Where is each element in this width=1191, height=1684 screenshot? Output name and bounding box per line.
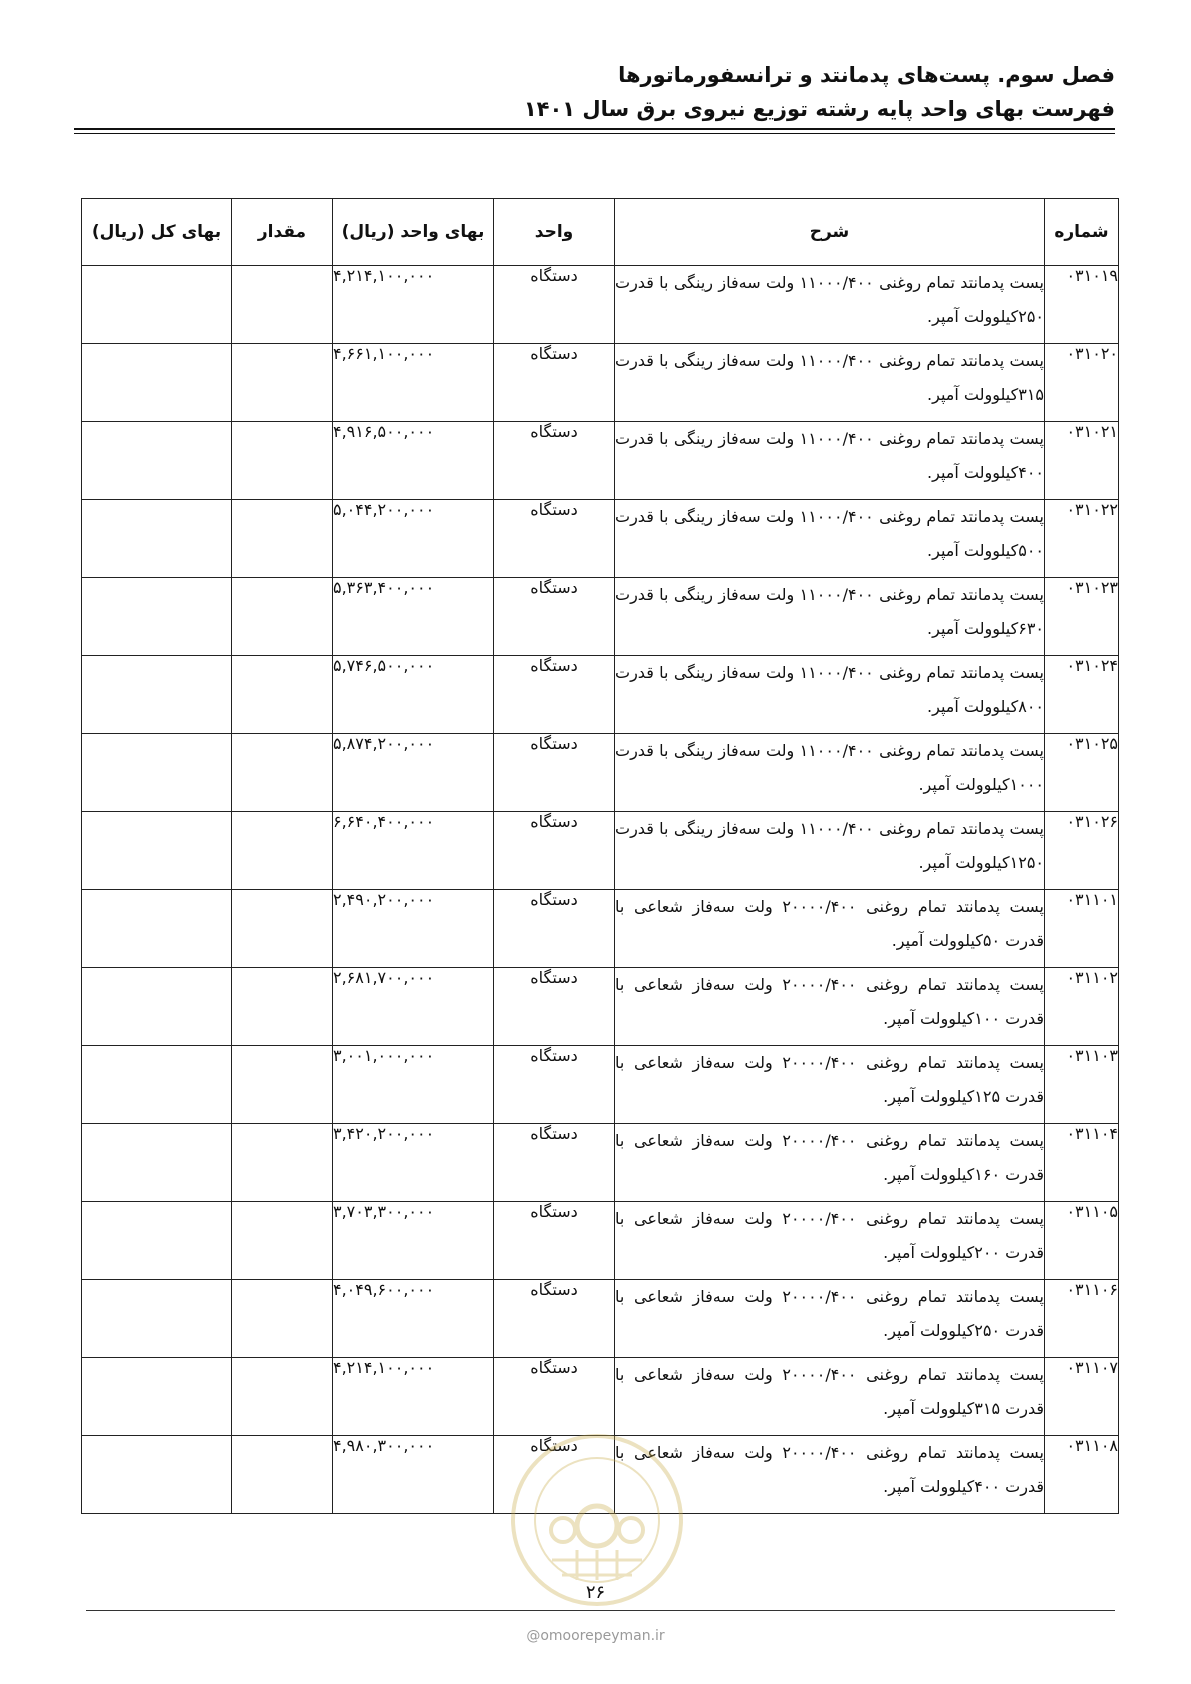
cell-unit-price: ۴,۲۱۴,۱۰۰,۰۰۰: [333, 266, 494, 344]
table-row: [82, 890, 1119, 968]
cell-total-price: [82, 1436, 232, 1514]
column-header-unit-price: بهای واحد (ریال): [333, 199, 494, 266]
cell-quantity: [232, 266, 333, 344]
header-rule-thin: [74, 133, 1115, 134]
cell-total-price: [82, 1124, 232, 1202]
cell-quantity: [232, 1436, 333, 1514]
cell-quantity: [232, 578, 333, 656]
cell-total-price: [82, 1358, 232, 1436]
cell-description: پست پدمانتد تمام روغنی ۱۱۰۰۰/۴۰۰ ولت سه‌فاز رینگی با قدرت ۱۲۵۰کیلوولت آمپر.: [615, 812, 1045, 890]
page-number: ۲۶: [585, 1582, 606, 1603]
cell-description: پست پدمانتد تمام روغنی ۲۰۰۰۰/۴۰۰ ولت سه‌فاز شعاعی با قدرت ۲۰۰کیلوولت آمپر.: [615, 1202, 1045, 1280]
cell-quantity: [232, 890, 333, 968]
cell-unit-price: ۲,۴۹۰,۲۰۰,۰۰۰: [333, 890, 494, 968]
table-row: [82, 968, 1119, 1046]
cell-unit: دستگاه: [494, 344, 615, 422]
column-header-unit: واحد: [494, 199, 615, 266]
cell-unit-price: ۵,۸۷۴,۲۰۰,۰۰۰: [333, 734, 494, 812]
cell-unit: دستگاه: [494, 890, 615, 968]
cell-total-price: [82, 734, 232, 812]
cell-description: پست پدمانتد تمام روغنی ۱۱۰۰۰/۴۰۰ ولت سه‌فاز رینگی با قدرت ۸۰۰کیلوولت آمپر.: [615, 656, 1045, 734]
cell-description: پست پدمانتد تمام روغنی ۱۱۰۰۰/۴۰۰ ولت سه‌فاز رینگی با قدرت ۲۵۰کیلوولت آمپر.: [615, 266, 1045, 344]
cell-quantity: [232, 812, 333, 890]
cell-code: ۰۳۱۰۲۱: [1045, 422, 1119, 500]
table-row: [82, 812, 1119, 890]
table-row: [82, 1358, 1119, 1436]
table-row: [82, 344, 1119, 422]
cell-quantity: [232, 968, 333, 1046]
cell-unit-price: ۵,۰۴۴,۲۰۰,۰۰۰: [333, 500, 494, 578]
cell-description: پست پدمانتد تمام روغنی ۲۰۰۰۰/۴۰۰ ولت سه‌فاز شعاعی با قدرت ۴۰۰کیلوولت آمپر.: [615, 1436, 1045, 1514]
cell-unit: دستگاه: [494, 656, 615, 734]
price-table: [81, 198, 1119, 1514]
cell-code: ۰۳۱۰۲۰: [1045, 344, 1119, 422]
cell-total-price: [82, 968, 232, 1046]
cell-unit-price: ۶,۶۴۰,۴۰۰,۰۰۰: [333, 812, 494, 890]
cell-total-price: [82, 890, 232, 968]
cell-unit: دستگاه: [494, 1046, 615, 1124]
cell-code: ۰۳۱۰۲۶: [1045, 812, 1119, 890]
cell-description: پست پدمانتد تمام روغنی ۲۰۰۰۰/۴۰۰ ولت سه‌فاز شعاعی با قدرت ۳۱۵کیلوولت آمپر.: [615, 1358, 1045, 1436]
cell-unit-price: ۳,۴۲۰,۲۰۰,۰۰۰: [333, 1124, 494, 1202]
column-header-description: شرح: [615, 199, 1045, 266]
table-row: [82, 500, 1119, 578]
cell-unit-price: ۳,۷۰۳,۳۰۰,۰۰۰: [333, 1202, 494, 1280]
cell-total-price: [82, 578, 232, 656]
column-header-quantity: مقدار: [232, 199, 333, 266]
cell-unit: دستگاه: [494, 1358, 615, 1436]
cell-code: ۰۳۱۱۰۶: [1045, 1280, 1119, 1358]
cell-unit: دستگاه: [494, 1280, 615, 1358]
cell-total-price: [82, 812, 232, 890]
cell-unit-price: ۵,۷۴۶,۵۰۰,۰۰۰: [333, 656, 494, 734]
cell-unit-price: ۳,۰۰۱,۰۰۰,۰۰۰: [333, 1046, 494, 1124]
cell-unit-price: ۴,۰۴۹,۶۰۰,۰۰۰: [333, 1280, 494, 1358]
cell-unit: دستگاه: [494, 500, 615, 578]
footer-rule: [86, 1610, 1115, 1611]
table-row: [82, 1280, 1119, 1358]
cell-unit: دستگاه: [494, 1124, 615, 1202]
cell-unit-price: ۴,۶۶۱,۱۰۰,۰۰۰: [333, 344, 494, 422]
table-row: [82, 734, 1119, 812]
cell-code: ۰۳۱۱۰۴: [1045, 1124, 1119, 1202]
cell-quantity: [232, 344, 333, 422]
cell-unit-price: ۴,۹۸۰,۳۰۰,۰۰۰: [333, 1436, 494, 1514]
table-row: [82, 1124, 1119, 1202]
table-row: [82, 656, 1119, 734]
page-header: [524, 58, 1115, 126]
watermark-text: @omoorepeyman.ir: [526, 1628, 665, 1644]
cell-unit: دستگاه: [494, 812, 615, 890]
cell-description: پست پدمانتد تمام روغنی ۱۱۰۰۰/۴۰۰ ولت سه‌فاز رینگی با قدرت ۶۳۰کیلوولت آمپر.: [615, 578, 1045, 656]
cell-code: ۰۳۱۱۰۳: [1045, 1046, 1119, 1124]
cell-total-price: [82, 656, 232, 734]
cell-quantity: [232, 1202, 333, 1280]
cell-code: ۰۳۱۰۱۹: [1045, 266, 1119, 344]
cell-quantity: [232, 734, 333, 812]
cell-description: پست پدمانتد تمام روغنی ۲۰۰۰۰/۴۰۰ ولت سه‌فاز شعاعی با قدرت ۱۶۰کیلوولت آمپر.: [615, 1124, 1045, 1202]
cell-description: پست پدمانتد تمام روغنی ۱۱۰۰۰/۴۰۰ ولت سه‌فاز رینگی با قدرت ۳۱۵کیلوولت آمپر.: [615, 344, 1045, 422]
cell-unit-price: ۴,۲۱۴,۱۰۰,۰۰۰: [333, 1358, 494, 1436]
cell-unit-price: ۵,۳۶۳,۴۰۰,۰۰۰: [333, 578, 494, 656]
cell-code: ۰۳۱۱۰۷: [1045, 1358, 1119, 1436]
cell-quantity: [232, 1046, 333, 1124]
cell-unit: دستگاه: [494, 968, 615, 1046]
cell-code: ۰۳۱۰۲۳: [1045, 578, 1119, 656]
cell-total-price: [82, 1280, 232, 1358]
cell-description: پست پدمانتد تمام روغنی ۲۰۰۰۰/۴۰۰ ولت سه‌فاز شعاعی با قدرت ۲۵۰کیلوولت آمپر.: [615, 1280, 1045, 1358]
cell-quantity: [232, 656, 333, 734]
table-row: [82, 266, 1119, 344]
cell-code: ۰۳۱۰۲۵: [1045, 734, 1119, 812]
cell-description: پست پدمانتد تمام روغنی ۲۰۰۰۰/۴۰۰ ولت سه‌فاز شعاعی با قدرت ۵۰کیلوولت آمپر.: [615, 890, 1045, 968]
cell-unit: دستگاه: [494, 734, 615, 812]
cell-description: پست پدمانتد تمام روغنی ۱۱۰۰۰/۴۰۰ ولت سه‌فاز رینگی با قدرت ۱۰۰۰کیلوولت آمپر.: [615, 734, 1045, 812]
cell-unit: دستگاه: [494, 1436, 615, 1514]
cell-unit-price: ۴,۹۱۶,۵۰۰,۰۰۰: [333, 422, 494, 500]
cell-total-price: [82, 500, 232, 578]
table-row: [82, 578, 1119, 656]
cell-total-price: [82, 1046, 232, 1124]
cell-code: ۰۳۱۱۰۵: [1045, 1202, 1119, 1280]
cell-description: پست پدمانتد تمام روغنی ۱۱۰۰۰/۴۰۰ ولت سه‌فاز رینگی با قدرت ۴۰۰کیلوولت آمپر.: [615, 422, 1045, 500]
cell-quantity: [232, 1124, 333, 1202]
table-row: [82, 1046, 1119, 1124]
cell-total-price: [82, 1202, 232, 1280]
cell-quantity: [232, 1280, 333, 1358]
cell-quantity: [232, 1358, 333, 1436]
cell-total-price: [82, 422, 232, 500]
column-header-total-price: بهای کل (ریال): [82, 199, 232, 266]
table-header-row: [82, 199, 1119, 266]
cell-code: ۰۳۱۱۰۸: [1045, 1436, 1119, 1514]
cell-description: پست پدمانتد تمام روغنی ۲۰۰۰۰/۴۰۰ ولت سه‌فاز شعاعی با قدرت ۱۰۰کیلوولت آمپر.: [615, 968, 1045, 1046]
list-title: فهرست بهای واحد پایه رشته توزیع نیروی برق سال ۱۴۰۱: [523, 97, 1115, 121]
chapter-title: فصل سوم. پست‌های پدمانتد و ترانسفورماتورها: [618, 63, 1115, 87]
header-rule: [74, 128, 1115, 130]
table-row: [82, 1202, 1119, 1280]
cell-unit: دستگاه: [494, 1202, 615, 1280]
cell-description: پست پدمانتد تمام روغنی ۲۰۰۰۰/۴۰۰ ولت سه‌فاز شعاعی با قدرت ۱۲۵کیلوولت آمپر.: [615, 1046, 1045, 1124]
column-header-code: شماره: [1045, 199, 1119, 266]
cell-code: ۰۳۱۰۲۴: [1045, 656, 1119, 734]
cell-description: پست پدمانتد تمام روغنی ۱۱۰۰۰/۴۰۰ ولت سه‌فاز رینگی با قدرت ۵۰۰کیلوولت آمپر.: [615, 500, 1045, 578]
cell-unit: دستگاه: [494, 266, 615, 344]
cell-unit: دستگاه: [494, 422, 615, 500]
cell-code: ۰۳۱۰۲۲: [1045, 500, 1119, 578]
table-body: [82, 266, 1119, 1514]
cell-total-price: [82, 344, 232, 422]
table-row: [82, 422, 1119, 500]
cell-unit-price: ۲,۶۸۱,۷۰۰,۰۰۰: [333, 968, 494, 1046]
cell-code: ۰۳۱۱۰۲: [1045, 968, 1119, 1046]
cell-unit: دستگاه: [494, 578, 615, 656]
cell-code: ۰۳۱۱۰۱: [1045, 890, 1119, 968]
cell-quantity: [232, 500, 333, 578]
cell-quantity: [232, 422, 333, 500]
cell-total-price: [82, 266, 232, 344]
